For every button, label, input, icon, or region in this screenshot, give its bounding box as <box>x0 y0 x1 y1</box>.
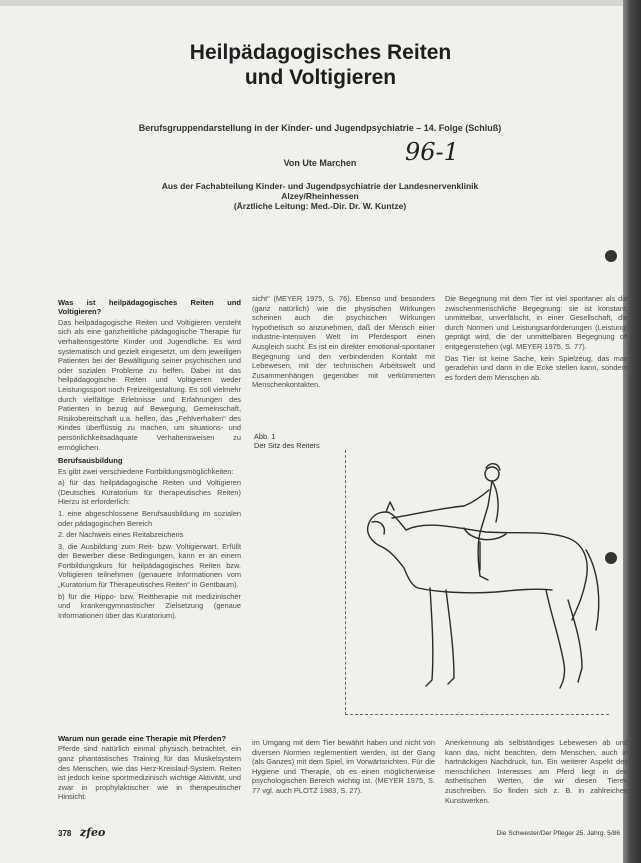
paragraph: im Umgang mit dem Tier bewährt haben und nicht von diversen Normen reglementiert werden, ist der Gang (als Ganzes) mit dem Spiel, im Vorwärtsrichten. Für die Hygiene und Therapie, ob es einen möglicherweise psychologischen Bereich wichtig ist. (MEYER 1975, S. 77 vgl. auch PLOTZ 1983, S. 27). <box>252 738 435 795</box>
column-1-bottom <box>58 730 241 820</box>
title-line-1: Heilpädagogisches Reiten <box>189 41 452 64</box>
journal-logo: zfeo <box>80 826 106 839</box>
article-subtitle: Berufsgruppendarstellung in der Kinder- und Jugendpsychiatrie – 14. Folge (Schluß) <box>138 123 502 133</box>
figure-number: Abb. 1 <box>254 432 276 441</box>
figure-frame <box>345 450 609 715</box>
paragraph: Pferde sind natürlich einmal physisch betrachtet, ein ganz phantastisches Training für das Muskelsystem des Menschen, wie das Herz-Kreislauf-System. Reiten ist jedoch keine sportmedizinisch wichtige Aktivität, und zwar in prophylaktischer wie in therapeutischer Hinsicht. <box>58 744 241 802</box>
figure-title: Der Sitz des Reiters <box>254 441 320 450</box>
column-1 <box>58 294 241 726</box>
list-item: 3. die Ausbildung zum Reit- bzw. Voltigierwart. Erfüllt der Bewerber diese Bedingungen, kann er an einem Fortbildungskurs für heilpädagogisches Reiten bzw. Voltigieren teilnehmen (genauere Informationen vom „Kuratorium für Therapeutisches Reiten“ in Gentbaum). <box>58 541 241 590</box>
list-item: 1. eine abgeschlossene Berufsausbildung im sozialen oder pädagogischen Bereich <box>58 508 241 528</box>
column-3 <box>445 294 628 424</box>
column-3-bottom <box>445 738 628 820</box>
page-number: 378 <box>58 829 72 838</box>
title-line-2: und Voltigieren <box>244 66 397 89</box>
paragraph: Anerkennung als selbständiges Lebewesen ab und kann das, nicht beachten, dem Menschen, auch in hartnäckigen Nachdruck, tun. Ein weiterer Aspekt des menschlichen Interesses am Pferd liegt in den ästhetischen Werten, die wir diesen Tieren zuschreiben. So finden sich z. B. in zahlreichen Kunstwerken. <box>445 738 628 805</box>
journal-citation: Die Schwester/Der Pfleger 25. Jahrg. 5/86 <box>496 830 620 837</box>
paragraph: Das Tier ist keine Sache, kein Spielzeug, das man geradehin und dann in die Ecke stellen kann, sondern es fordert dem Menschen ab. <box>445 353 628 382</box>
binding-hole <box>605 250 617 262</box>
article-author: Von Ute Marchen <box>283 158 357 168</box>
paragraph: a) für das heilpädagogische Reiten und Voltigieren (Deutsches Kuratorium für therapeutisches Reiten) Hierzu ist erforderlich: <box>58 478 241 507</box>
affiliation-line-3: (Ärztliche Leitung: Med.-Dir. Dr. W. Kuntze) <box>233 201 407 211</box>
section-heading: Berufsausbildung <box>58 456 123 466</box>
paragraph: sicht“ (MEYER 1975, S. 76). Ebenso und besonders (ganz natürlich) wie die physischen Wirkungen scheinen auch die psychischen Wirkungen hypothetisch so anzunehmen, daß der Mensch einer industrie-intensiven Welt im Pferdesport einen Ausgleich sucht. Es ist ein direkter emotional-spontaner Begegnung und den verbindenden Kontakt mit Lebewesen, mit der technischen Arbeitswelt und Zusammenhängen gegenüber mit verkümmerten Menschenkontakten. <box>252 294 435 390</box>
paragraph: b) für die Hippo- bzw. Reittherapie mit medizinischer und krankengymnastischer Zielsetzung (genaue Informationen über das Kuratorium). <box>58 591 241 620</box>
column-2 <box>252 294 435 424</box>
paragraph: Das heilpädagogische Reiten und Voltigieren versteht sich als eine ganzheitliche pädagogische Therapie für verhaltensgestörte Kinder und Jugendliche. Es wird systematisch und gezielt eingesetzt, um dem jeweiligen Patienten bei der Bewältigung seiner psychischen und oder sozialen Probleme zu helfen. Dabei ist das heilpädagogische Reiten und Voltigieren weder Leistungssport noch Freizeitgestaltung. Es soll vielmehr durch vielfältige Erlebnisse und Erfahrungen des Patienten in bezug auf Bewegung, Gemeinschaft, Risikobereitschaft u.a. helfen, das „Fehlverhalten“ des Kindes überflüssig zu machen, um situations- und persönlichkeitsadäquate Verhaltensweisen zu ermöglichen. <box>58 317 241 452</box>
paragraph: Es gibt zwei verschiedene Fortbildungsmöglichkeiten: <box>58 466 234 476</box>
scan-edge-right <box>623 0 641 863</box>
figure-caption <box>254 432 320 450</box>
handwritten-note: 96-1 <box>405 138 459 166</box>
article-title <box>0 40 641 90</box>
scan-edge-top <box>0 0 641 6</box>
column-2-bottom <box>252 738 435 820</box>
section-heading: Warum nun gerade eine Therapie mit Pferden? <box>58 734 227 743</box>
list-item: 2. der Nachweis eines Reitabzeichens <box>58 530 184 540</box>
paragraph: Die Begegnung mit dem Tier ist viel spontaner als die zwischenmenschliche Begegnung: sie ist konstant, unmittelbar, unverfälscht, in einer Gesellschaft, die durch Normen und Leistungsanforderungen (Leistung) geprägt wird, die der unmittelbaren Begegnung oft entgegenstehen (vgl. MEYER 1975, S. 77). <box>445 294 628 351</box>
affiliation-line-1: Aus der Fachabteilung Kinder- und Jugendpsychiatrie der Landesnervenklinik <box>161 181 479 191</box>
author-affiliation <box>100 181 540 211</box>
affiliation-line-2: Alzey/Rheinhessen <box>281 191 359 201</box>
section-heading: Was ist heilpädagogisches Reiten und Voltigieren? <box>58 298 241 317</box>
horse-rider-illustration <box>346 450 609 714</box>
